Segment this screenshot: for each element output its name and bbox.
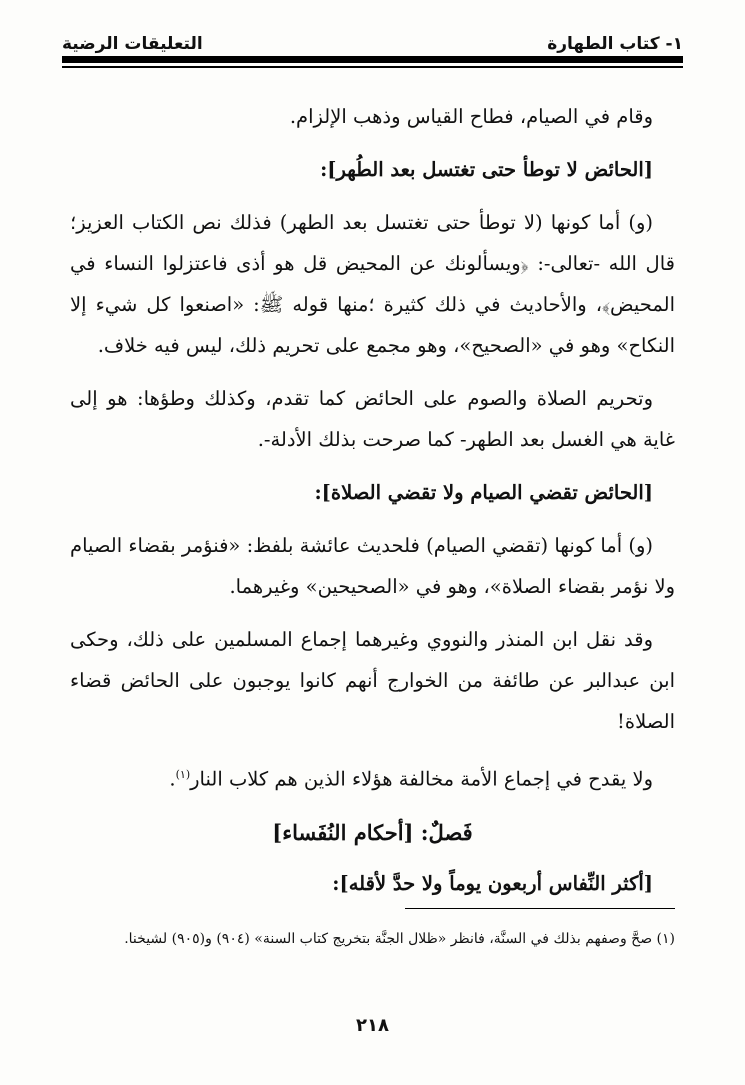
subheading: [أكثر النِّفاس أربعون يوماً ولا حدَّ لأقله]: (332, 871, 653, 895)
paragraph-text: ولا يقدح في إجماع الأمة مخالفة هؤلاء الذين هم كلاب النار (190, 767, 653, 791)
paragraph: وقام في الصيام، فطاح القياس وذهب الإلزام. (289, 105, 653, 128)
subheading: [الحائض لا توطأ حتى تغتسل بعد الطُهر]: (320, 158, 653, 181)
footnote-separator (405, 908, 675, 909)
paragraph: (و) أما كونها (لا توطأ حتى تغتسل بعد الطهر) فذلك نص الكتاب العزيز؛ قال الله -تعالى-: ﴿ويسألونك عن المحيض قل هو أذى فاعتزلوا النساء في المحيض﴾، والأحاديث في ذلك كثيرة ؛منها قوله ﷺ: «اصنعوا كل شيء إلا النكاح» وهو في «الصحيح»، وهو مجمع على تحريم ذلك، ليس فيه خلاف. (70, 211, 675, 357)
subheading: [الحائض تقضي الصيام ولا تقضي الصلاة]: (314, 481, 653, 504)
page-number: ٢١٨ (356, 1015, 389, 1036)
header-rule-thin (62, 66, 683, 68)
section-title: فَصلٌ: [أحكام النُفَساء] (272, 819, 473, 845)
footnote-marker[interactable]: (١) (175, 768, 191, 781)
paragraph: وتحريم الصلاة والصوم على الحائض كما تقدم، وكذلك وطؤها: هو إلى غاية هي الغسل بعد الطهر- كما صرحت بذلك الأدلة-. (70, 387, 675, 451)
header-chapter: ١- كتاب الطهارة (547, 34, 683, 54)
paragraph-with-footnote: ولا يقدح في إجماع الأمة مخالفة هؤلاء الذين هم كلاب النار$^{(١)}$. (169, 767, 653, 791)
paragraph: (و) أما كونها (تقضي الصيام) فلحديث عائشة بلفظ: «فنؤمر بقضاء الصيام ولا نؤمر بقضاء الصلاة»، وهو في «الصحيحين» وغيرهما. (70, 534, 675, 598)
paragraph: وقد نقل ابن المنذر والنووي وغيرهما إجماع المسلمين على ذلك، وحكى ابن عبدالبر عن طائفة من الخوارج أنهم كانوا يوجبون على الحائض قضاء الصلاة! (70, 628, 675, 733)
header-book-title: التعليقات الرضية (62, 34, 203, 54)
running-header (62, 28, 683, 54)
header-rule-thick (62, 56, 683, 63)
main-text (70, 96, 675, 916)
footnote-text: (١) صحَّ وصفهم بذلك في السنَّة، فانظر «ظلال الجنَّة بتخريج كتاب السنة» (٩٠٤) و(٩٠٥) لشيخنا. (124, 931, 675, 947)
